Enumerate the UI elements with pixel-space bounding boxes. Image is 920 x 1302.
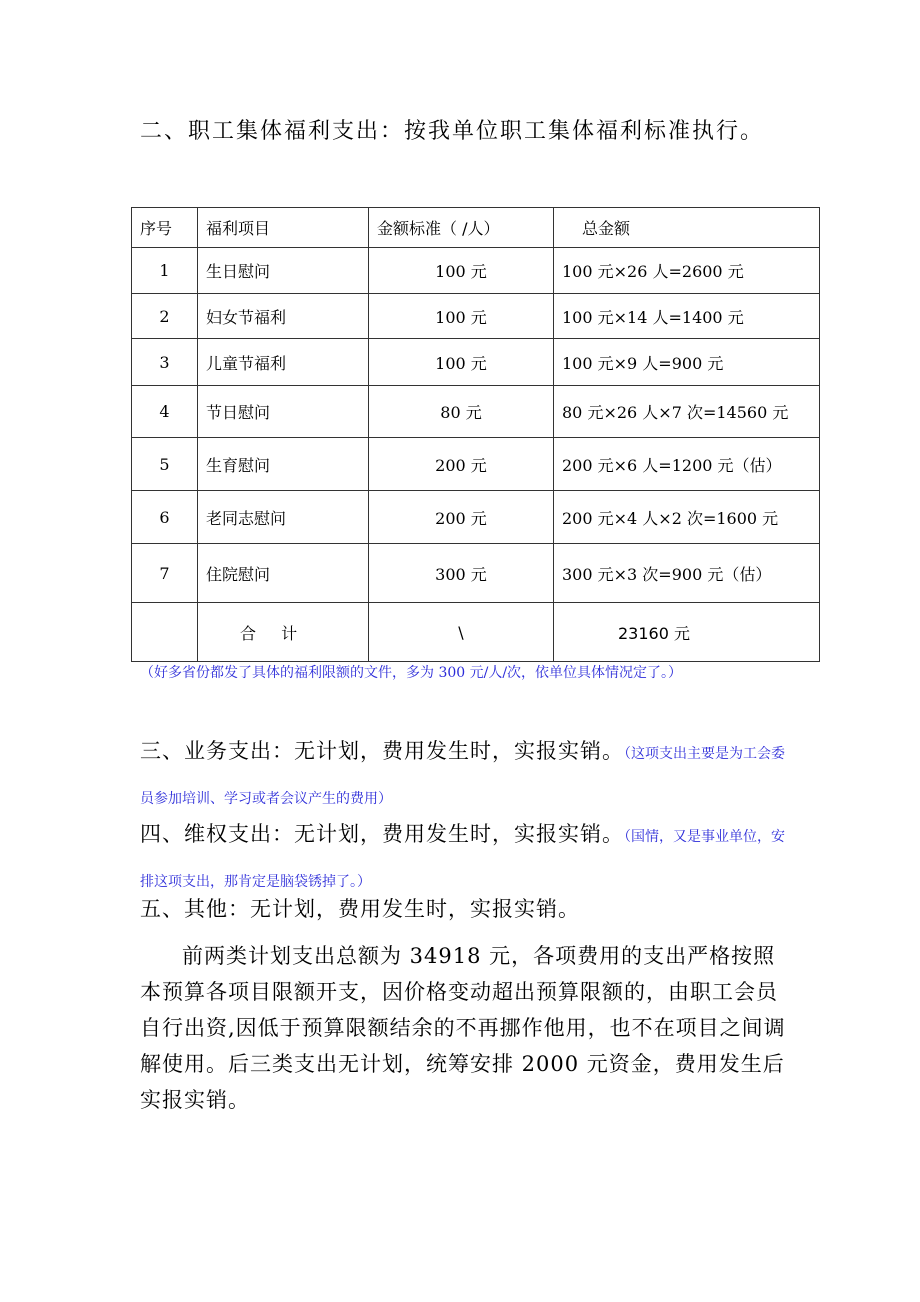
sum-total: 23160 元 <box>554 603 820 662</box>
table-row <box>132 491 820 544</box>
row-total: 200 元×6 人=1200 元（估） <box>554 438 820 491</box>
row-no: 5 <box>132 438 198 491</box>
table-header-row <box>132 208 820 248</box>
row-total: 100 元×9 人=900 元 <box>554 339 820 386</box>
table-row <box>132 544 820 603</box>
row-total: 80 元×26 人×7 次=14560 元 <box>554 386 820 438</box>
row-no: 6 <box>132 491 198 544</box>
row-standard: 100 元 <box>369 294 554 339</box>
header-total: 总金额 <box>554 208 820 248</box>
row-no: 2 <box>132 294 198 339</box>
row-no: 3 <box>132 339 198 386</box>
table-row <box>132 386 820 438</box>
row-item: 节日慰问 <box>198 386 369 438</box>
header-item: 福利项目 <box>198 208 369 248</box>
sum-label: 合 计 <box>198 603 369 662</box>
row-standard: 200 元 <box>369 438 554 491</box>
table-note: （好多省份都发了具体的福利限额的文件，多为 300 元/人/次，依单位具体情况定了。） <box>140 665 683 681</box>
row-item: 老同志慰问 <box>198 491 369 544</box>
row-item: 生日慰问 <box>198 248 369 294</box>
row-total: 300 元×3 次=900 元（估） <box>554 544 820 603</box>
row-item: 生育慰问 <box>198 438 369 491</box>
table-row <box>132 294 820 339</box>
sum-no-cell <box>132 603 198 662</box>
row-total: 100 元×26 人=2600 元 <box>554 248 820 294</box>
row-no: 7 <box>132 544 198 603</box>
row-standard: 80 元 <box>369 386 554 438</box>
row-total: 100 元×14 人=1400 元 <box>554 294 820 339</box>
section-3-paragraph <box>140 730 790 821</box>
section-4-text: 四、维权支出：无计划，费用发生时，实报实销。 <box>140 822 624 846</box>
section-3-text: 三、业务支出：无计划，费用发生时，实报实销。 <box>140 739 624 763</box>
sum-standard: \ <box>369 603 554 662</box>
table-row <box>132 248 820 294</box>
header-standard: 金额标准（ /人） <box>369 208 554 248</box>
row-item: 住院慰问 <box>198 544 369 603</box>
row-item: 儿童节福利 <box>198 339 369 386</box>
section-4-note: （国情，又是事业单位，安排这项支出，那肯定是脑袋锈掉了。） <box>140 829 785 890</box>
row-standard: 100 元 <box>369 339 554 386</box>
row-no: 4 <box>132 386 198 438</box>
table-row <box>132 438 820 491</box>
table-sum-row <box>132 603 820 662</box>
summary-paragraph: 前两类计划支出总额为 34918 元，各项费用的支出严格按照本预算各项目限额开支，因价格变动超出预算限额的，由职工会员自行出资,因低于预算限额结余的不再挪作他用，也不在项目之间调解使用。后三类支出无计划，统筹安排 2000 元资金，费用发生后实报实销。 <box>140 944 786 1112</box>
section-3-note: （这项支出主要是为工会委员参加培训、学习或者会议产生的费用） <box>140 746 785 807</box>
row-standard: 300 元 <box>369 544 554 603</box>
welfare-table <box>131 207 820 662</box>
row-standard: 100 元 <box>369 248 554 294</box>
table-row <box>132 339 820 386</box>
row-total: 200 元×4 人×2 次=1600 元 <box>554 491 820 544</box>
row-item: 妇女节福利 <box>198 294 369 339</box>
row-no: 1 <box>132 248 198 294</box>
section-5-heading: 五、其他：无计划，费用发生时，实报实销。 <box>140 897 580 921</box>
header-no: 序号 <box>132 208 198 248</box>
row-standard: 200 元 <box>369 491 554 544</box>
section-2-heading: 二、职工集体福利支出：按我单位职工集体福利标准执行。 <box>140 119 765 144</box>
section-4-paragraph <box>140 813 790 904</box>
